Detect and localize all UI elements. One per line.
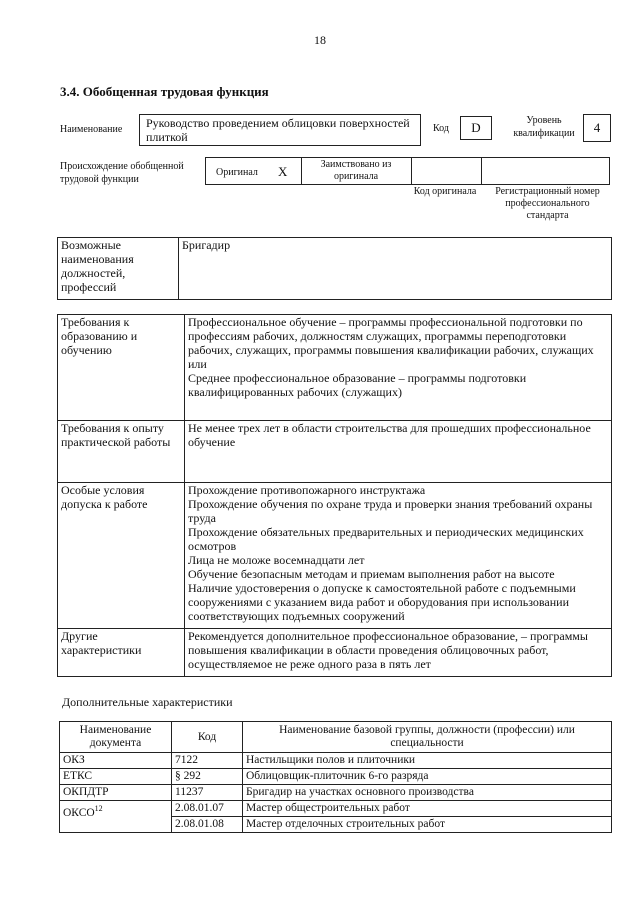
code-original-caption: Код оригинала — [413, 186, 477, 197]
divider — [411, 158, 412, 184]
requirement-line: Среднее профессиональное образование – программы подготовки квалифицированных рабочих (служащих) — [188, 371, 527, 399]
level-label: Уровень квалификации — [513, 115, 575, 139]
column-header: Наименование базовой группы, должности (профессии) или специальности — [243, 722, 612, 753]
original-mark: X — [278, 164, 288, 179]
requirement-row — [58, 483, 612, 629]
column-header: Код — [172, 722, 243, 753]
requirements-table — [57, 314, 612, 677]
requirement-line: Рекомендуется дополнительное профессиональное образование, – программы повышения квалификации в области проведения облицовочных работ, осуществляемое не реже одного раза в пять лет — [188, 629, 588, 671]
requirement-label: Другие характеристики — [58, 629, 185, 677]
doc-cell — [60, 801, 172, 833]
table-row — [60, 801, 612, 817]
requirement-line: Профессиональное обучение – программы профессиональной подготовки по профессиям рабочих, должностям служащих, программы переподготовки рабочих, служащих, программы повышения квалификации рабочих, служащих — [188, 315, 594, 357]
requirement-row — [58, 315, 612, 421]
doc-cell: ОКПДТР — [60, 785, 172, 801]
original-label: Оригинал — [216, 167, 258, 178]
doc-name: ОКСО — [63, 806, 95, 819]
reg-number-caption: Регистрационный номер профессионального стандарта — [495, 186, 600, 221]
name-cell: Мастер общестроительных работ — [243, 801, 612, 817]
code-cell: 2.08.01.07 — [172, 801, 243, 817]
positions-value: Бригадир — [179, 238, 612, 300]
positions-label: Возможные наименования должностей, профессий — [58, 238, 179, 300]
borrowed-label: Заимствовано из оригинала — [320, 159, 392, 182]
table-row — [60, 769, 612, 785]
additional-title: Дополнительные характеристики — [62, 695, 233, 709]
additional-table — [59, 721, 612, 833]
requirement-row — [58, 629, 612, 677]
code-cell: 11237 — [172, 785, 243, 801]
name-value: Руководство проведением облицовки поверхностей плиткой — [139, 114, 421, 146]
requirement-value — [185, 315, 612, 421]
name-cell: Мастер отделочных строительных работ — [243, 817, 612, 833]
code-label: Код — [433, 123, 449, 134]
requirement-line: или — [188, 357, 207, 371]
requirement-line: Прохождение обучения по охране труда и проверки знания требований охраны труда — [188, 497, 593, 525]
origin-label: Происхождение обобщенной трудовой функции — [60, 161, 184, 185]
requirement-value — [185, 629, 612, 677]
code-cell: 7122 — [172, 753, 243, 769]
requirement-label: Особые условия допуска к работе — [58, 483, 185, 629]
name-cell: Облицовщик-плиточник 6-го разряда — [243, 769, 612, 785]
requirement-line: Лица не моложе восемнадцати лет — [188, 553, 365, 567]
requirement-value — [185, 483, 612, 629]
section-title: 3.4. Обобщенная трудовая функция — [60, 84, 269, 99]
positions-table — [57, 237, 612, 300]
divider — [481, 158, 482, 184]
requirement-value — [185, 421, 612, 483]
code-cell: 2.08.01.08 — [172, 817, 243, 833]
requirement-line: Не менее трех лет в области строительства для прошедших профессиональное обучение — [188, 421, 591, 449]
table-row — [60, 753, 612, 769]
requirement-line: Обучение безопасным методам и приемам выполнения работ на высоте — [188, 567, 555, 581]
name-cell: Настильщики полов и плиточники — [243, 753, 612, 769]
origin-box — [205, 157, 610, 185]
page-number: 18 — [314, 33, 326, 47]
doc-cell: ЕТКС — [60, 769, 172, 785]
requirement-line: Наличие удостоверения о допуске к самостоятельной работе с подъемными сооружениями с указанием вида работ и оборудования при использовании соответствующих подъемных сооружений — [188, 581, 576, 623]
requirement-row — [58, 421, 612, 483]
level-value: 4 — [583, 114, 611, 142]
code-cell: § 292 — [172, 769, 243, 785]
name-label: Наименование — [60, 124, 123, 135]
column-header: Наименование документа — [60, 722, 172, 753]
table-row — [60, 785, 612, 801]
divider — [301, 158, 302, 184]
code-value: D — [460, 116, 492, 140]
name-cell: Бригадир на участках основного производства — [243, 785, 612, 801]
requirement-label: Требования к образованию и обучению — [58, 315, 185, 421]
requirement-line: Прохождение противопожарного инструктажа — [188, 483, 426, 497]
footnote-ref: 12 — [94, 804, 103, 813]
requirement-line: Прохождение обязательных предварительных и периодических медицинских осмотров — [188, 525, 584, 553]
requirement-label: Требования к опыту практической работы — [58, 421, 185, 483]
doc-cell: ОКЗ — [60, 753, 172, 769]
